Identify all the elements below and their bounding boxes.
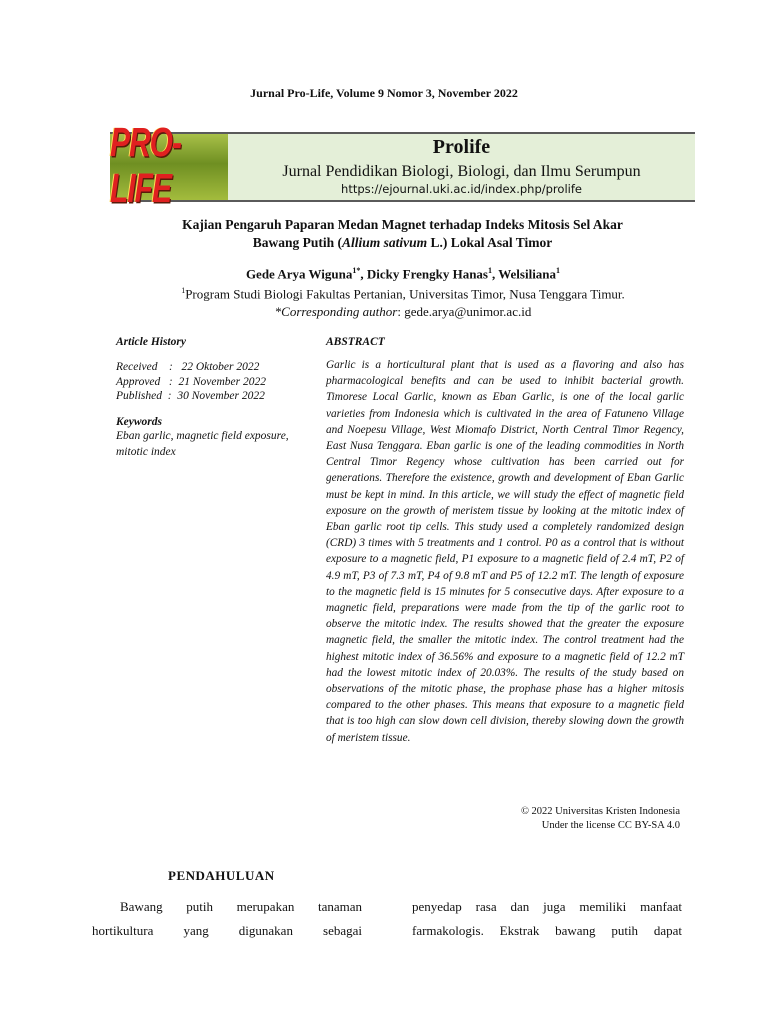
intro-left-line-1: Bawang putih merupakan tanaman [120, 899, 362, 914]
author-1: Gede Arya Wiguna [245, 266, 353, 282]
abstract-heading: ABSTRACT [326, 336, 385, 348]
article-history-heading: Article History [116, 336, 186, 348]
journal-url[interactable]: https://ejournal.uki.ac.id/index.php/prolife [341, 182, 582, 196]
abstract-body: Garlic is a horticultural plant that is used as a flavoring and also has pharmacological benefits and can be used to inhibit bacterial growth. Timorese Local Garlic, known as Eban Garlic, is one of the local garlic varieties from Indonesia which is cultivated in the area of Fatuneno Village and Noepesu Village, West Miomafo District, North Central Timor Regency, East Nusa Tenggara. Eban garlic is one of the leading commodities in North Central Timor Regency whose cultivation has been carried out for generations. Therefore the existence, growth and development of Eban Garlic must be kept in mind. In this article, we will study the effect of magnetic field exposure on the growth of meristem tissue by looking at the mitotic index of Eban garlic root tip cells. This study used a completely randomized design (CRD) 3 times with 5 treatments and 1 control. P0 as a control that is without exposure to a magnetic field, P1 exposure to a magnetic field of 2.4 mT, P2 of 4.9 mT, P3 of 7.3 mT, P4 of 9.8 mT and P5 of 12.2 mT. The length of exposure to the magnetic field is 15 minutes for 5 consecutive days. After exposure to a magnetic field, preparations were made from the tip of the garlic root to observe the mitotic index. The results showed that the greater the exposure magnetic field, the smaller the mitotic index. The control treatment had the highest mitotic index of 36.56% and exposure to a magnetic field of 12.2 mT had the lowest mitotic index of 20.03%. The results of the study based on observations of the mitotic phase, the prophase phase has a higher mitosis compared to the other phases. This means that exposure to a magnetic field that is too high can slow down cell division, thereby slowing down the growth of meristem tissue. [326, 359, 684, 744]
corresponding-email[interactable]: : gede.arya@unimor.ac.id [397, 304, 532, 319]
keywords-heading: Keywords [116, 415, 162, 428]
title-line-1: Kajian Pengaruh Paparan Medan Magnet terhadap Indeks Mitosis Sel Akar [182, 217, 623, 232]
logo-text: PRO-LIFE [110, 121, 181, 212]
intro-left-line-2: hortikultura yang digunakan sebagai [92, 923, 362, 938]
section-heading-pendahuluan: PENDAHULUAN [168, 868, 275, 883]
received-date: Received : 22 Oktober 2022 [116, 361, 260, 373]
keywords-text: Eban garlic, magnetic field exposure, mitotic index [116, 429, 289, 458]
intro-right-column [412, 895, 682, 943]
intro-right-line-1: penyedap rasa dan juga memiliki manfaat [412, 899, 682, 914]
title-line-2: Bawang Putih (Allium sativum L.) Lokal Asal Timor [252, 235, 553, 250]
journal-name: Prolife [432, 136, 491, 158]
running-head: Jurnal Pro-Life, Volume 9 Nomor 3, November 2022 [250, 86, 518, 100]
article-info-column [116, 336, 316, 460]
copyright-line: © 2022 Universitas Kristen Indonesia [520, 806, 680, 817]
species-name: Allium sativum [341, 235, 428, 250]
author-3: , Welsiliana [491, 266, 557, 282]
journal-banner [110, 121, 695, 212]
author-list: Gede Arya Wiguna$^{1*}$, Dicky Frengky Hanas$^1$, Welsiliana$^1$ [245, 266, 561, 282]
affiliation: $^1$Program Studi Biologi Fakultas Pertanian, Universitas Timor, Nusa Tenggara Timur. [181, 286, 625, 302]
intro-left-column [92, 895, 362, 943]
license-line: Under the license CC BY-SA 4.0 [541, 820, 680, 831]
corresponding-author [0, 304, 768, 320]
journal-logo [110, 121, 228, 212]
author-2: , Dicky Frengky Hanas [360, 266, 488, 282]
published-date: Published : 30 November 2022 [116, 390, 265, 402]
approved-date: Approved : 21 November 2022 [116, 375, 266, 388]
corresponding-label: *Corresponding author [274, 304, 398, 319]
article-title [110, 216, 695, 252]
intro-right-line-2: farmakologis. Ekstrak bawang putih dapat [412, 923, 682, 938]
copyright-notice [400, 805, 680, 833]
journal-subtitle: Jurnal Pendidikan Biologi, Biologi, dan Ilmu Serumpun [282, 163, 641, 180]
